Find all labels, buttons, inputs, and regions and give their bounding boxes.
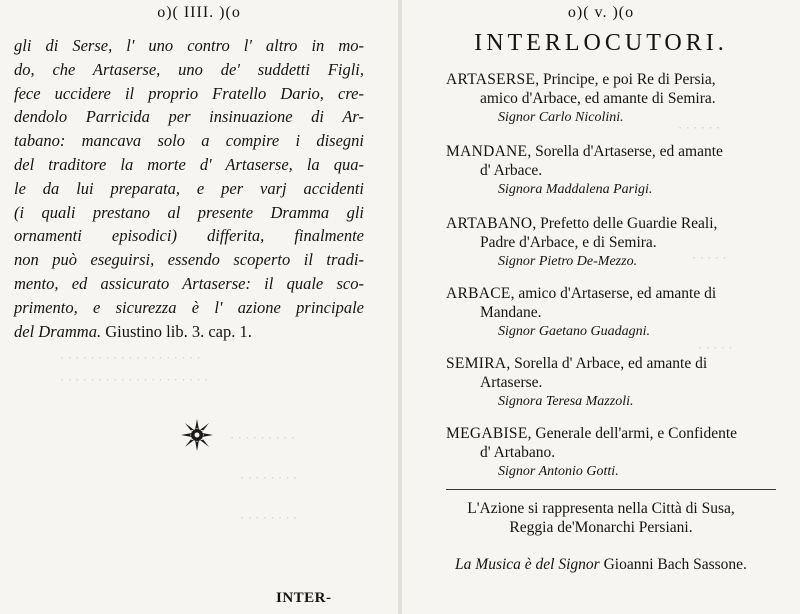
character-entry (402, 424, 772, 481)
character-name: MEGABISE (446, 425, 528, 442)
text-line: (i quali prestano al presente Dramma gli (14, 202, 364, 222)
music-credit (402, 556, 800, 574)
character-description-cont: d' Artabano. (480, 444, 556, 461)
character-description: , Generale dell'armi, e Confidente (527, 425, 738, 442)
text-line: primento, e sicurezza è l' azione principale (14, 297, 364, 317)
setting-line: L'Azione si rappresenta nella Città di Susa, (467, 500, 735, 517)
character-name: SEMIRA (446, 355, 507, 372)
character-entry (402, 142, 772, 199)
character-description-cont: Mandane. (480, 304, 542, 321)
character-description-cont: d' Arbace. (480, 162, 543, 179)
text-line: dendolo Parricida per insinuazione di Ar- (14, 107, 364, 127)
composer-name: Gioanni Bach Sassone. (603, 556, 747, 573)
page-title: INTERLOCUTORI. (474, 30, 728, 56)
text-line: gli di Serse, l' uno contro l' altro in mo- (14, 36, 364, 55)
singer-name: Signor Antonio Gotti. (498, 464, 619, 479)
character-description: , Sorella d'Artaserse, ed amante (527, 143, 723, 160)
text-line: mento, ed assicurato Artaserse: il quale sco- (14, 273, 364, 293)
singer-name: Signor Gaetano Guadagni. (498, 324, 651, 339)
singer-name: Signor Carlo Nicolini. (498, 110, 624, 125)
argomento-text (14, 34, 364, 343)
character-description-cont: Artaserse. (480, 374, 543, 391)
text-line: le da lui preparata, e per varj accidenti (14, 178, 364, 198)
text-line: ornamenti episodici) differita, finalmente (14, 226, 364, 246)
text-line: non può eseguirsi, essendo scoperto il tradi- (14, 250, 364, 270)
character-description: , amico d'Artaserse, ed amante di (510, 285, 717, 302)
singer-name: Signor Pietro De-Mezzo. (498, 254, 638, 269)
show-through-text: · · · · · · · · · · · · · · · · · · · (60, 350, 201, 365)
left-page (0, 0, 398, 614)
show-through-text: · · · · · (692, 250, 727, 265)
dramma-phrase: del Dramma. (14, 321, 102, 341)
character-description: , Principe, e poi Re di Persia, (535, 71, 716, 88)
right-page (402, 0, 800, 614)
section-rule (446, 489, 776, 490)
music-credit-label: La Musica è del Signor (455, 556, 600, 573)
character-description: , Prefetto delle Guardie Reali, (532, 215, 718, 232)
character-name: ARTABANO (446, 215, 533, 232)
show-through-text: · · · · · · · · (240, 510, 298, 525)
character-entry (402, 214, 772, 271)
show-through-text: · · · · · (698, 340, 733, 355)
text-line: do, che Artaserse, uno de' suddetti Figli, (14, 59, 364, 79)
setting-line: Reggia de'Monarchi Persiani. (509, 519, 693, 536)
character-description-cont: Padre d'Arbace, e di Semira. (480, 234, 657, 251)
show-through-text: · · · · · · · · · (230, 430, 295, 445)
text-line: fece uccidere il proprio Fratello Dario, cre- (14, 83, 364, 103)
character-description: , Sorella d' Arbace, ed amante di (506, 355, 708, 372)
singer-name: Signora Teresa Mazzoli. (498, 394, 634, 409)
catchword: INTER- (276, 590, 332, 606)
character-name: ARTASERSE (446, 71, 536, 88)
running-head-left: o)( IIII. )(o (157, 4, 241, 21)
character-entry (402, 354, 772, 411)
show-through-text: · · · · · · · · (240, 470, 298, 485)
singer-name: Signora Maddalena Parigi. (498, 182, 653, 197)
character-entry (402, 70, 772, 127)
character-name: ARBACE (446, 285, 511, 302)
show-through-text: · · · · · · · · · · · · · · · · · · · · (60, 372, 209, 387)
show-through-text: · · · · · · (678, 120, 721, 135)
character-name: MANDANE (446, 143, 528, 160)
text-line: tabano: mancava solo a compire i disegni (14, 131, 364, 151)
source-citation: Giustino lib. 3. cap. 1. (105, 321, 252, 341)
character-entry (402, 284, 772, 341)
running-head-right: o)( v. )(o (567, 4, 635, 21)
text-line-final (14, 320, 364, 344)
character-description-cont: amico d'Arbace, ed amante di Semira. (480, 90, 716, 107)
fleuron-icon (180, 418, 214, 452)
text-line: del traditore la morte d' Artaserse, la qua- (14, 154, 364, 174)
